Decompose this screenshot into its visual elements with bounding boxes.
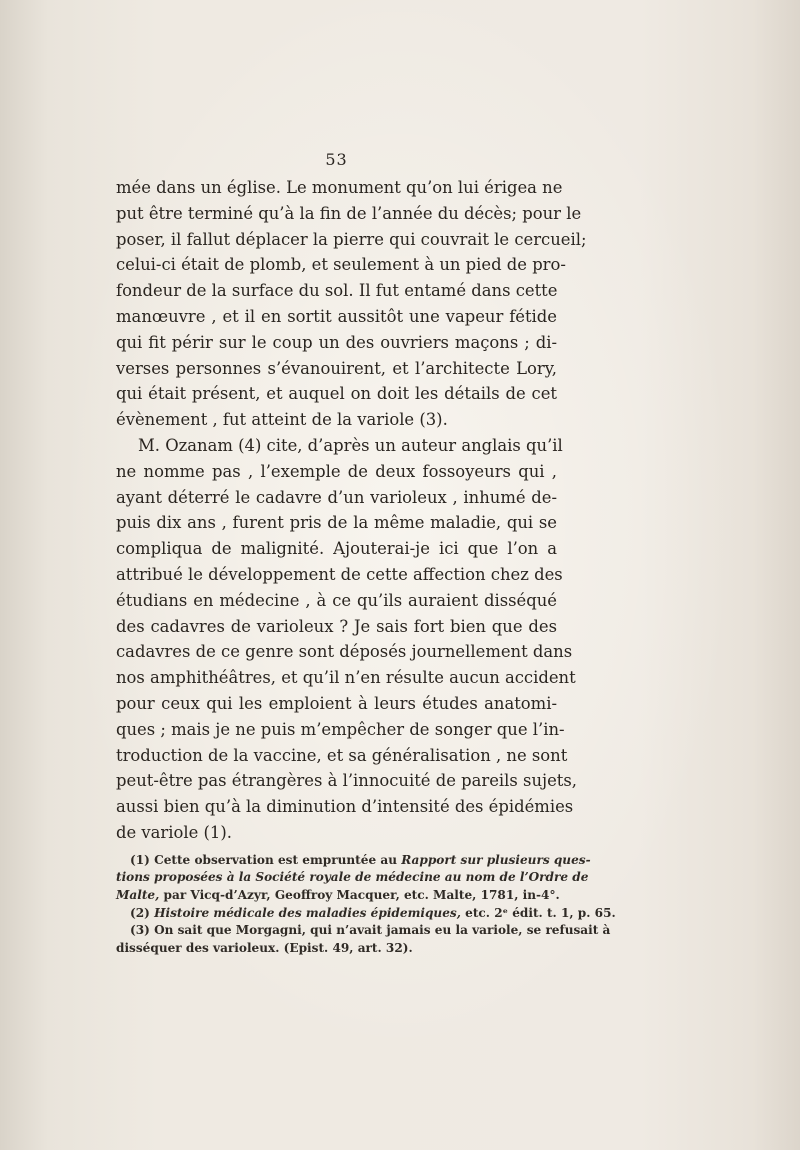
text-line: des cadavres de varioleux ? Je sais fort bien que des: [116, 616, 557, 636]
text-line: compliqua de malignité. Ajouterai-je ici que l’on a: [116, 539, 557, 559]
text-line: cadavres de ce genre sont déposés journellement dans: [116, 642, 573, 662]
footnote-3: (3) On sait que Morgagni, qui n’avait jamais eu la variole, se refusait à: [130, 923, 611, 938]
text-line: poser, il fallut déplacer la pierre qui couvrait le cercueil;: [116, 229, 587, 249]
footnote-2-num: (2): [130, 905, 155, 920]
footnote-2-ref: etc. 2ᵉ édit. t. 1, p. 65.: [460, 905, 616, 920]
text-line: ne nomme pas , l’exemple de deux fossoyeurs qui ,: [116, 461, 557, 481]
footnote-2: [116, 905, 616, 923]
footnote-1-end: [116, 887, 560, 905]
text-line: M. Ozanam (4) cite, d’après un auteur anglais qu’il: [138, 435, 563, 455]
text-line: pour ceux qui les emploient à leurs études anatomi-: [116, 693, 557, 713]
footnote-1-title-cont: tions proposées à la Société royale de médecine au nom de l’Ordre de: [116, 870, 589, 885]
text-line: qui était présent, et auquel on doit les détails de cet: [116, 384, 557, 404]
text-line: put être terminé qu’à la fin de l’année du décès; pour le: [116, 203, 582, 223]
footnote-1: [116, 852, 591, 870]
text-line: de variole (1).: [116, 822, 232, 842]
body-text: [116, 175, 587, 846]
text-line: peut-être pas étrangères à l’innocuité de pareils sujets,: [116, 771, 577, 791]
text-line: ques ; mais je ne puis m’empêcher de songer que l’in-: [116, 719, 565, 739]
text-line: évènement , fut atteint de la variole (3).: [116, 410, 448, 430]
footnote-1-title: Rapport sur plusieurs ques-: [401, 852, 591, 867]
text-line: qui fit périr sur le coup un des ouvriers maçons ; di-: [116, 332, 557, 352]
footnote-3-end: disséquer des varioleux. (Epist. 49, art. 32).: [116, 940, 413, 955]
text-line: nos amphithéâtres, et qu’il n’en résulte aucun accident: [116, 668, 576, 688]
text-line: fondeur de la surface du sol. Il fut entamé dans cette: [116, 281, 558, 301]
text-line: puis dix ans , furent pris de la même maladie, qui se: [116, 513, 557, 533]
footnote-2-title: Histoire médicale des maladies épidemiques,: [154, 905, 461, 920]
text-line: attribué le développement de cette affection chez des: [116, 564, 563, 584]
footnote-1-authors: par Vicq-d’Azyr, Geoffroy Macquer, etc. Malte, 1781, in-4°.: [159, 887, 560, 902]
page-number: 53: [325, 150, 348, 169]
text-line: étudians en médecine , à ce qu’ils auraient disséqué: [116, 590, 557, 610]
text-line: mée dans un église. Le monument qu’on lui érigea ne: [116, 178, 563, 197]
text-line: verses personnes s’évanouirent, et l’architecte Lory,: [116, 358, 557, 378]
text-line: ayant déterré le cadavre d’un varioleux , inhumé de-: [116, 487, 557, 507]
text-line: manœuvre , et il en sortit aussitôt une vapeur fétide: [116, 306, 557, 326]
footnotes: [116, 852, 616, 958]
text-line: celui-ci était de plomb, et seulement à un pied de pro-: [116, 255, 566, 275]
footnote-1-cont: [116, 869, 589, 887]
footnote-1-place: Malte,: [116, 887, 160, 902]
text-line: aussi bien qu’à la diminution d’intensité des épidémies: [116, 797, 574, 817]
text-line: troduction de la vaccine, et sa généralisation , ne sont: [116, 745, 568, 765]
text-block: [116, 150, 616, 957]
footnote-1-text: (1) Cette observation est empruntée au: [130, 852, 402, 867]
